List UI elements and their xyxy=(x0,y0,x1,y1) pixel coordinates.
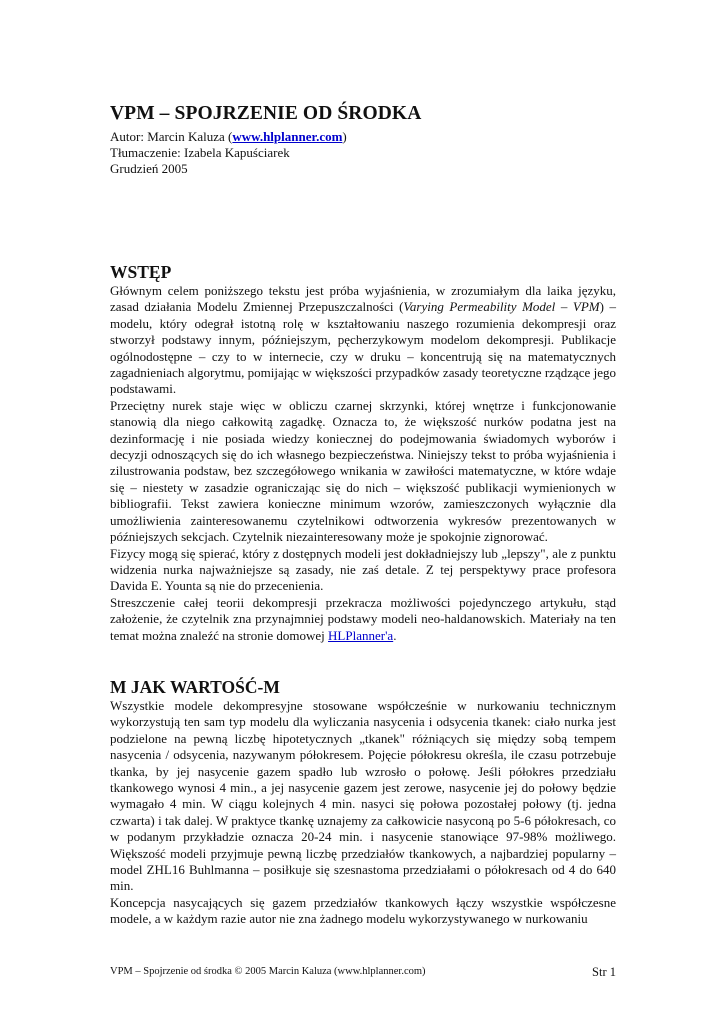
author-suffix: ) xyxy=(342,129,347,144)
translation-line: Tłumaczenie: Izabela Kapuściarek xyxy=(110,145,290,160)
page-number: Str 1 xyxy=(592,965,616,979)
section-body-intro xyxy=(110,283,616,644)
paragraph-text: . xyxy=(393,627,397,643)
author-prefix: Autor: Marcin Kaluza ( xyxy=(110,129,233,144)
author-website-link[interactable]: www.hlplanner.com xyxy=(232,129,343,144)
paragraph: Koncepcja nasycających się gazem przedziałów tkankowych łączy wszystkie współczesne modele, a w każdym razie autor nie zna żadnego modelu wykorzystywanego w nurkowaniu xyxy=(110,894,616,927)
document-meta xyxy=(110,129,347,177)
paragraph-text: ) – modelu, który odegrał istotną rolę w kształtowaniu naszego rozumienia dekompresji oraz stworzył podstawy innym, późniejszym, pęcherzykowym modelom dekompresji. Publikacje ogólnodostępne – czy to w internecie, czy w druku – koncentrują się na matematycznych zagadnieniach algorytmu, pomijając w większości przypadków zasady teoretyczne rządzące jego podstawami. xyxy=(110,299,616,397)
document-title: VPM – SPOJRZENIE OD ŚRODKA xyxy=(110,103,422,124)
paragraph xyxy=(110,283,616,398)
paragraph: Fizycy mogą się spierać, który z dostępnych modeli jest dokładniejszy lub „lepszy", ale z punktu widzenia nurka najważniejsze są zasady, nie zaś detale. Z tej perspektywy prace profesora Davida E. Younta są nie do przecenienia. xyxy=(110,545,616,594)
section-heading-m-value: M JAK WARTOŚĆ-M xyxy=(110,677,280,697)
paragraph-text: Głównym celem poniższego tekstu jest próba wyjaśnienia, w zrozumiałym dla laika języku, zasad działania Modelu Zmiennej Przepuszczalności ( xyxy=(110,283,616,315)
paragraph xyxy=(110,595,616,644)
model-name-italic: Varying Permeability Model – VPM xyxy=(403,299,600,315)
paragraph-text: Streszczenie całej teorii dekompresji przekracza możliwości pojedynczego artykułu, stąd założenie, że czytelnik zna przynajmniej podstawy modeli neo-haldanowskich. Materiały na ten temat można znaleźć na stronie domowej xyxy=(110,594,616,643)
section-heading-intro: WSTĘP xyxy=(110,262,172,282)
date-line: Grudzień 2005 xyxy=(110,161,188,176)
section-body-m-value xyxy=(110,698,616,928)
footer-copyright: VPM – Spojrzenie od środka © 2005 Marcin Kaluza (www.hlplanner.com) xyxy=(110,966,426,977)
paragraph: Przeciętny nurek staje więc w obliczu czarnej skrzynki, której wnętrze i funkcjonowanie stanowią dla niego całkowitą zagadkę. Oznacza to, że większość nurków podatna jest na dezinformację i nie posiada wiedzy koniecznej do podejmowania świadomych wyborów i decyzji odnoszących się do ich własnego bezpieczeństwa. Niniejszy tekst to próba wyjaśnienia i zilustrowania podstaw, bez szczegółowego wnikania w zawiłości matematyczne, w które wdaje się – niestety w zasadzie ograniczając się do nich – większość publikacji wymienionych w bibliografii. Tekst zawiera konieczne minimum wzorów, zamieszczonych wyłącznie dla umożliwienia zainteresowanemu czytelnikowi odtworzenia wykresów prezentowanych w późniejszych sekcjach. Czytelnik niezainteresowany może je spokojnie zignorować. xyxy=(110,397,616,545)
author-line xyxy=(110,129,347,145)
paragraph: Wszystkie modele dekompresyjne stosowane współcześnie w nurkowaniu technicznym wykorzystują ten sam typ modelu dla wyliczania nasycenia i odsycenia tkanek: ciało nurka jest podzielone na pewną liczbę hipotetycznych „tkanek" różniących się między sobą tempem nasycenia / odsycenia, nazywanym półokresem. Pojęcie półokresu określa, ile czasu potrzebuje tkanka, by jej nasycenie gazem spadło lub wzrosło o połowę. Jeśli półokres przedziału tkankowego wynosi 4 min., a jej nasycenie gazem jest zerowe, nasycenie jej do połowy będzie wymagało 4 min. W ciągu kolejnych 4 min. nasyci się połowa pozostałej połowy (tj. jedna czwarta) i tak dalej. W praktyce tkankę uznajemy za całkowicie nasyconą po 5-6 półokresach, co w podanym przykładzie oznacza 20-24 min. i nasycenie stanowiące 97-98% możliwego. Większość modeli przyjmuje pewną liczbę przedziałów tkankowych, a najbardziej popularny – model ZHL16 Buhlmanna – posiłkuje się szesnastoma przedziałami o półokresach od 4 do 640 min. xyxy=(110,698,616,894)
hlplanner-link[interactable]: HLPlanner'a xyxy=(328,627,394,643)
